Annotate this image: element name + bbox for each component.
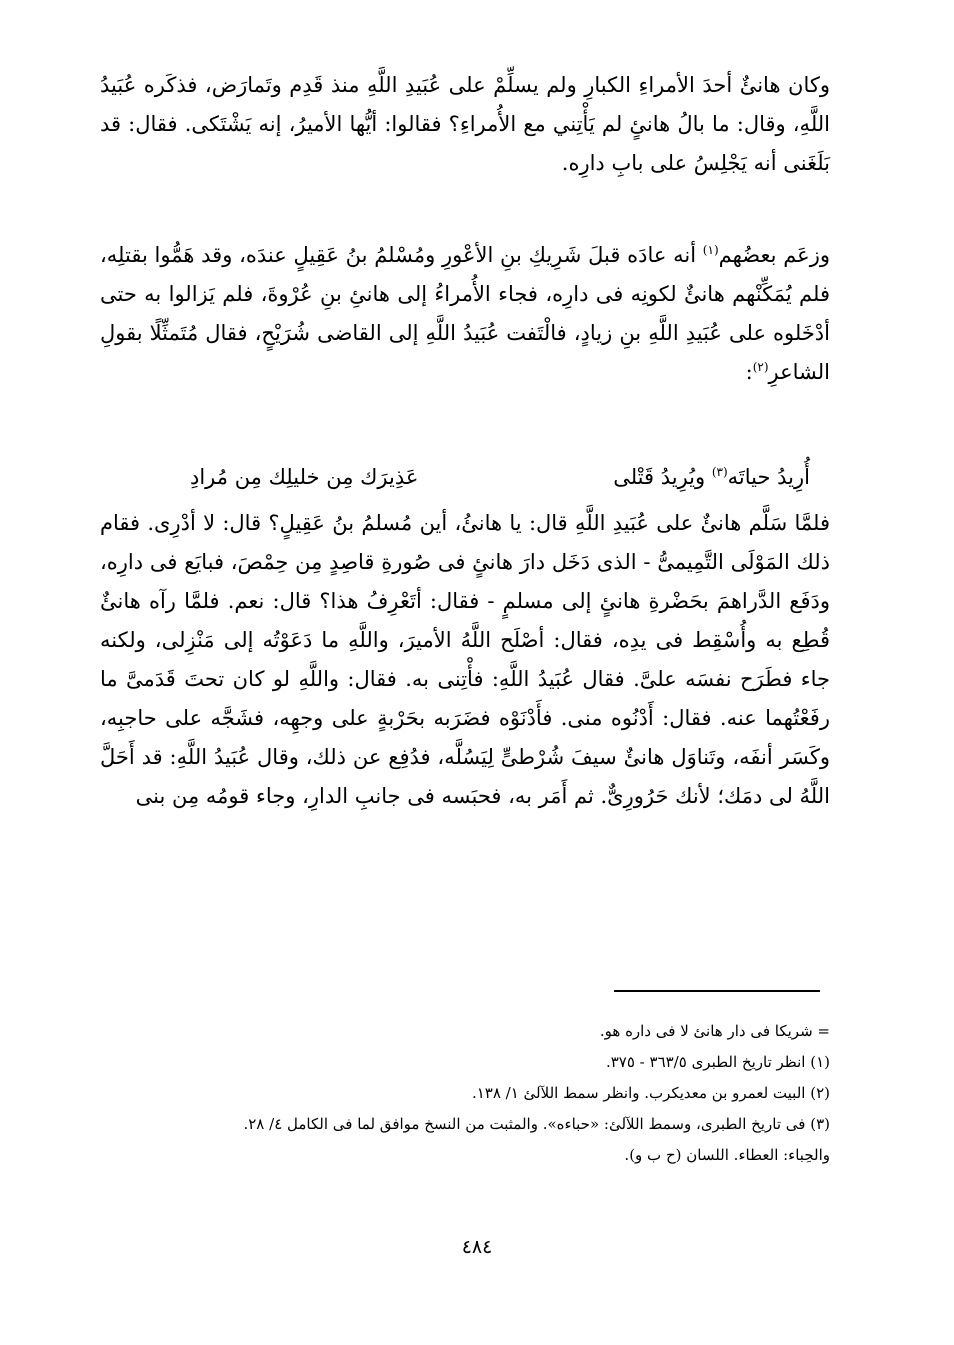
footnote-divider bbox=[614, 990, 820, 992]
footnote-3-continuation: والحِباء: العطاء. اللسان (ح ب و). bbox=[624, 1146, 830, 1164]
paragraph-1: وكان هانئٌ أحدَ الأمراءِ الكبارِ ولم يسلِّمْ على عُبَيدِ اللَّهِ منذ قَدِم وتَمارَض، فذكَره عُبَيدُ اللَّهِ، وقال: ما بالُ هانئٍ لم يَأْتِني مع الأُمراءِ؟ فقالوا: أيُّها الأميرُ، إنه يَشْتَكى. فقال: قد بَلَغَنى أنه يَجْلِسُ على بابِ دارِه. bbox=[100, 73, 830, 175]
verse-right-text-b: ويُرِيدُ قَتْلى bbox=[613, 465, 712, 489]
footnote-ref-1: (١) bbox=[702, 243, 719, 257]
paragraph-2 bbox=[100, 236, 830, 392]
poetry-verse bbox=[120, 458, 810, 498]
paragraph-2-text-a: وزعَم بعضُهم bbox=[718, 243, 830, 267]
paragraph-2-text-b: أنه عادَه قبلَ شَرِيكِ بنِ الأعْورِ ومُسْلمُ بنُ عَقِيلٍ عندَه، وقد هَمُّوا بقتلِه، فلم يُمَكِّنْهم هانئٌ لكونِه فى دارِه، فجاء الأُمراءُ إلى هانئِ بنِ عُرْوةَ، فلم يَزالوا به حتى أدْخَلوه على عُبَيدِ اللَّهِ بنِ زيادٍ، فالْتَفت عُبَيدُ اللَّهِ إلى القاضى شُرَيْحٍ، فقال مُتَمثِّلًا بقولِ الشاعرِ bbox=[100, 243, 830, 384]
footnotes bbox=[90, 1016, 830, 1171]
footnote-ref-3: (٣) bbox=[711, 465, 728, 479]
verse-second-hemistich: عَذِيرَك مِن خليلِك مِن مُرادِ bbox=[190, 465, 419, 489]
paragraph-3: فلمَّا سَلَّم هانئٌ على عُبَيدِ اللَّهِ قال: يا هانئُ، أين مُسلمُ بنُ عَقِيلٍ؟ قال: لا أدْرِى. فقام ذلك المَوْلَى التَّمِيمىُّ - الذى دَخَل دارَ هانئٍ فى صُورةِ قاصِدٍ مِن حِمْصَ، فبايَع فى دارِه، ودَفَع الدَّراهمَ بحَضْرةِ هانئٍ إلى مسلمٍ - فقال: أتَعْرِفُ هذا؟ قال: نعم. فلمَّا رآه هانئٌ قُطِع به وأُسْقِط فى يدِه، فقال: أصْلَح اللَّهُ الأميرَ، واللَّهِ ما دَعَوْتُه إلى مَنْزِلى، ولكنه جاء فطَرَح نفسَه علىَّ. فقال عُبَيدُ اللَّهِ: فأْتِنى به. فقال: واللَّهِ لو كان تحتَ قَدَمىَّ ما رفَعْتُهما عنه. فقال: أَدْنُوه منى. فأَدْنَوْه فضَرَبه بحَرْبةٍ على وجهِه، فشَجَّه على حاجبِه، وكَسَر أنفَه، وتَناوَل هانئٌ سيفَ شُرْطىٍّ لِيَسُلَّه، فدُفِع عن ذلك، وقال عُبَيدُ اللَّهِ: قد أَحَلَّ اللَّهُ لى دمَك؛ لأنك حَرُورِىٌّ. ثم أَمَر به، فحبَسه فى جانبِ الدارِ، وجاء قومُه مِن بنى bbox=[100, 511, 830, 808]
footnote-3: (٣) فى تاريخ الطبرى، وسمط اللآلئ: «حباءه». والمثبت من النسخ موافق لما فى الكامل ٤/ ٢٨. bbox=[243, 1115, 830, 1133]
paragraph-2-text-c: : bbox=[745, 360, 753, 384]
verse-first-hemistich bbox=[613, 458, 810, 497]
footnote-1: (١) انظر تاريخ الطبرى ٣٦٣/٥ - ٣٧٥. bbox=[605, 1053, 830, 1071]
footnote-ref-2: (٢) bbox=[752, 360, 769, 374]
page-number: ٤٨٤ bbox=[461, 1236, 493, 1258]
footnote-continuation: = شريكا فى دار هانئ لا فى داره هو. bbox=[599, 1022, 830, 1040]
verse-right-text-a: أُرِيدُ حياتَه bbox=[727, 465, 810, 489]
footnote-2: (٢) البيت لعمرو بن معديكرب. وانظر سمط اللآلئ ١/ ١٣٨. bbox=[471, 1084, 830, 1102]
